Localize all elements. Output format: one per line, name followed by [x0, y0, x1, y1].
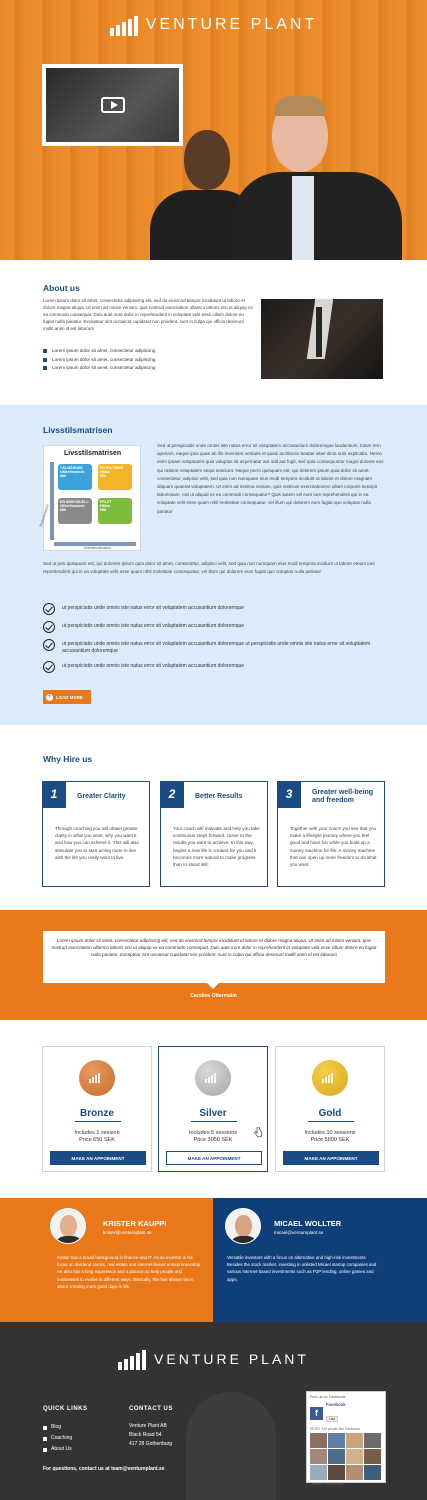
hero-section [0, 0, 427, 260]
plan-name: Bronze [80, 1108, 114, 1119]
brand-name: VENTURE PLANT [154, 1351, 309, 1367]
facebook-icon: f [310, 1407, 323, 1420]
footer-link-blog[interactable]: Blog [43, 1422, 72, 1433]
why-card [42, 781, 150, 887]
facebook-fan-avatar[interactable] [364, 1449, 381, 1464]
facebook-fan-avatar[interactable] [328, 1433, 345, 1448]
list-item: Lorem ipsum dolor sit amet, consectetur adipiscing [43, 347, 155, 356]
pricing-card-silver [158, 1046, 268, 1172]
avatar [225, 1208, 261, 1244]
facebook-fan-avatar[interactable] [310, 1433, 327, 1448]
card-title: Greater well-being and freedom [312, 789, 374, 804]
plan-sessions: Includes 10 sessions [304, 1130, 356, 1136]
checklist [43, 605, 385, 681]
list-item: Lorem ipsum dolor sit amet, consectetur adipiscing [43, 364, 155, 373]
card-text: Your coach will motivate and help you take continuous steps forward, closer to the results you want to achieve. In this way, begins a new life is created for you and it becomes more natural to make progress than to stand still. [173, 826, 260, 868]
hero-person-head [184, 130, 230, 190]
facebook-page-name[interactable]: Facebook [326, 1402, 346, 1407]
facebook-fan-avatar[interactable] [328, 1465, 345, 1480]
footer-link-coaching[interactable]: Coaching [43, 1433, 72, 1444]
facebook-faces [310, 1433, 382, 1480]
matrix-title: Livsstilsmatrisen [64, 450, 122, 457]
facebook-like-button[interactable]: Like [326, 1416, 338, 1422]
hero-person-shirt [292, 176, 314, 260]
list-item: ut perspiciatis unde omnis iste natus error sit voluptatem accusantium doloremque [43, 663, 385, 681]
testimonial-author: Caroline Ottermalm [190, 993, 237, 999]
facebook-fan-avatar[interactable] [310, 1465, 327, 1480]
contact-title: CONTACT US [129, 1406, 173, 1412]
about-title: About us [43, 283, 80, 293]
team-member [0, 1198, 213, 1322]
why-section [0, 725, 427, 910]
facebook-fan-avatar[interactable] [328, 1449, 345, 1464]
pricing-card-gold [275, 1046, 385, 1172]
list-item: ut perspiciatis unde omnis iste natus error sit voluptatem accusantium doloremque [43, 623, 385, 641]
appointment-button[interactable]: MAKE AN APPOINMENT [50, 1151, 146, 1165]
card-number: 1 [42, 781, 66, 808]
hero-person-body [232, 172, 402, 260]
facebook-like-count: 95 807 240 people like Facebook [310, 1427, 360, 1431]
pricing-section [0, 1020, 427, 1198]
why-title: Why Hire us [43, 754, 93, 764]
about-section [0, 260, 427, 405]
facebook-fan-avatar[interactable] [310, 1449, 327, 1464]
logo-bars-icon [118, 1348, 146, 1370]
contact-line: For questions, contact us at team@ventureplant.se [43, 1466, 165, 1472]
matrix-cell: FRI-ET Hälsa Mål [98, 498, 132, 524]
card-title: Better Results [195, 793, 243, 800]
member-name: MICAEL WOLLTER [274, 1219, 342, 1228]
member-email[interactable]: micael@ventureplant.se [274, 1230, 324, 1235]
matrix-axis-label: Arbetsmotivation [84, 546, 111, 550]
member-name: KRISTER KAUPPI [103, 1219, 167, 1228]
why-card [160, 781, 268, 887]
check-circle-icon [43, 661, 55, 673]
facebook-widget[interactable] [306, 1391, 386, 1486]
check-circle-icon [43, 621, 55, 633]
testimonial-section [0, 910, 427, 1020]
livsstil-title: Livsstilsmatrisen [43, 425, 113, 435]
team-member [213, 1198, 427, 1322]
plan-name: Gold [318, 1108, 342, 1119]
facebook-widget-header: Find us on Facebook [310, 1395, 346, 1399]
livsstil-matrix-image [38, 445, 141, 551]
facebook-fan-avatar[interactable] [346, 1433, 363, 1448]
list-item: ut perspiciatis unde omnis iste natus error sit voluptatem accusantium doloremque ut perspiciatis unde omnis iste natus error sit voluptatem accusantium doloremque [43, 641, 385, 663]
play-icon[interactable] [101, 97, 125, 113]
hand-cursor-icon [254, 1127, 262, 1137]
plan-sessions: Includes 1 session [74, 1130, 120, 1136]
matrix-axis-label: Prestationsnivå [38, 503, 50, 528]
quick-links-title: QUICK LINKS [43, 1406, 88, 1412]
facebook-plugin-label: Facebook social plugin [310, 1482, 345, 1486]
silver-medal-icon [195, 1060, 231, 1096]
about-image [261, 299, 383, 379]
facebook-fan-avatar[interactable] [364, 1465, 381, 1480]
check-circle-icon [43, 639, 55, 651]
footer-link-about[interactable]: About Us [43, 1444, 72, 1455]
facebook-fan-avatar[interactable] [364, 1433, 381, 1448]
card-number: 2 [160, 781, 184, 808]
member-bio: Versatile investors with a focus on alternative and high-risk investments Besides the stock market, investing in unlisted Micael startup companies and various Internet-based investments such as P2P lending, online games and apps. [227, 1255, 377, 1282]
plan-price: Price 5800 SEK [310, 1137, 350, 1143]
appointment-button[interactable]: MAKE AN APPOINMENT [166, 1151, 262, 1165]
about-bullets [43, 347, 155, 373]
matrix-cell: EN RIKTNING Hälsa Mål [98, 464, 132, 490]
list-item: ut perspiciatis unde omnis iste natus error sit voluptatem accusantium doloremque [43, 605, 385, 623]
plan-price: Price 650 SEK [79, 1137, 115, 1143]
pricing-card-bronze [42, 1046, 152, 1172]
load-more-button[interactable]: + LOAD MORE [43, 690, 91, 704]
avatar [50, 1208, 86, 1244]
plan-price: Price 3050 SEK [193, 1137, 233, 1143]
team-section [0, 1198, 427, 1322]
plus-icon: + [47, 693, 52, 700]
livsstil-side-text: Sed ut perspiciatis unde omnis iste natus error sit voluptatem accusantium doloremque laudantium, totam rem aperiam, eaque ipsa quae ab illo inventore veritatis et quasi architecto beatae vitae dicta sunt explicabo. Nemo enim ipsam voluptatem quia voluptas sit aspernatur aut odit aut fugit, sed quia consequuntur magni dolores eos qui ratione voluptatem sequi nesciunt. Neque porro quisquam est, qui dolorem ipsum quia dolor sit amet, consectetur, adipisci velit, sed quia non numquam eius modi tempora incidunt ut labore et dolore magnam aliquam quaerat voluptatem. Ut enim ad minima veniam, quis nostrum exercitationem ullam corporis suscipit laboriosam, nisi ut aliquid ex ea commodi consequatur? Quis autem vel eum iure reprehenderit qui in ea voluptate velit esse quam nihil molestiae consequatur, vel illum qui dolorem eum fugiat quo voluptas nulla pariatur [157, 443, 384, 514]
member-bio: Krister has a broad background in finance and IT. As an investor is his focus on dividend stocks, real estate and internet-based entrepreneurship. He also has a long experience and a passion to help people and businesses to evolve in different ways. Basically, this has always been about creating more good days in life. [57, 1255, 202, 1289]
livsstil-section [0, 405, 427, 725]
bronze-medal-icon [79, 1060, 115, 1096]
testimonial-quote: Lorem ipsum dolor sit amet, consectetur adipiscing elit, sed do eiusmod tempor incididunt ut labore et dolore magna aliqua. Ut enim ad minim veniam, quis nostrud exercitation ullamco laboris nisi ut aliquip ex ea commodo consequat. Duis aute irure dolor in reprehenderit in voluptate velit esse cillum dolore eu fugiat nulla pariatur. Excepteur sint occaecat cupidatat non proident, sunt in culpa qui officia deserunt mollit anim id est laborum [43, 931, 385, 983]
card-title: Greater Clarity [77, 793, 126, 800]
card-text: Through coaching you will obtain greater clarity in what you want, why you want it and how you can achieve it. This will also stimulate you to start acting more in line with the life you really want to live. [55, 826, 139, 860]
brand-name: VENTURE PLANT [145, 16, 318, 33]
card-text: Together with your coach you see that you make a lifestyle journey where you feel good and have fun while you build up a money machine for life. A money machine that can open up more freedom to do what you want. [290, 826, 377, 868]
hero-person-hair [274, 96, 326, 116]
plan-name: Silver [199, 1108, 227, 1119]
livsstil-full-text: Sed ut peo quisquam est, qui dolorem ipsum quia dolor sit amet, consectetur, adipisci velit, sed quia non numquam eius modi tempora incidunt ut labore eteum iure reprehenderit qui in ea voluptate velit esse quam nihil molestiae consequatur, vel illum qui dolorem eum fugiat quo voluptas nulla pariatur [43, 561, 375, 575]
member-email[interactable]: krister@ventureplant.se [103, 1230, 152, 1235]
header-logo[interactable] [0, 14, 427, 36]
about-text: Lorem ipsum dolor sit amet, consectetur adipiscing elit, sed do eiusmod tempor incididunt ut labore et dolore magna aliqua. Ut enim ad minim veniam, quis nostrud exercitation ullamco laboris nisi ut aliquip ex ea commodo consequat. Duis aute irure dolor in reprehenderit in voluptate velit esse cillum dolore eu fugiat nulla pariatur. Excepteur sint occaecat cupidatat non proident, sunt in culpa qui officia deserunt mollit anim id est laborum [43, 298, 253, 331]
matrix-cell: EN INDIVIDUELL Välbefinnande Mål [58, 498, 92, 524]
contact-address: Venture Plant AB Black Road 54 417 28 Gothenburg [129, 1423, 173, 1447]
check-circle-icon [43, 603, 55, 615]
quick-links [43, 1422, 72, 1455]
matrix-cell: VÅLMÅENDE Välbefinnande Mål [58, 464, 92, 490]
card-number: 3 [277, 781, 301, 808]
plan-sessions: Includes 5 sessions [189, 1130, 237, 1136]
facebook-fan-avatar[interactable] [346, 1465, 363, 1480]
video-thumbnail[interactable] [42, 64, 183, 146]
footer-logo[interactable] [0, 1348, 427, 1370]
footer [0, 1322, 427, 1500]
facebook-fan-avatar[interactable] [346, 1449, 363, 1464]
gold-medal-icon [312, 1060, 348, 1096]
why-card [277, 781, 385, 887]
list-item: Lorem ipsum dolor sit amet, consectetur adipiscing [43, 356, 155, 365]
logo-bars-icon [110, 14, 138, 36]
appointment-button[interactable]: MAKE AN APPOINMENT [283, 1151, 379, 1165]
